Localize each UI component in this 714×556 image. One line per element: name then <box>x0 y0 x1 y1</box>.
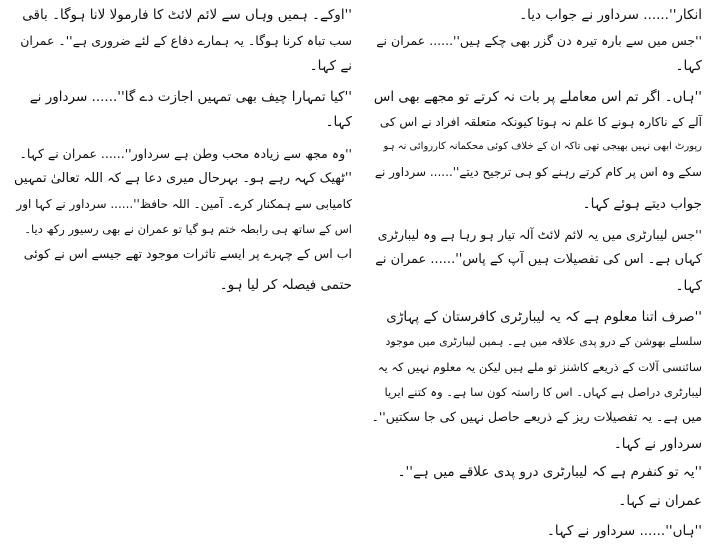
right-line-19: عمران نے کہا۔ <box>618 493 702 509</box>
left-line-9: اس کے ساتھ ہی رابطہ ختم ہو گیا تو عمران نے بھی رسیور رکھ دیا۔ <box>24 222 352 236</box>
left-line-10: اب اس کے چہرے پر ایسے تاثرات موجود تھے جیسے اس نے کوئی <box>23 246 352 261</box>
left-line-7: ''ٹھیک کہہ رہے ہو۔ بہرحال میری دعا ہے کہ اللہ تعالیٰ تمہیں <box>14 171 352 186</box>
right-line-11: کہا۔ <box>675 278 702 294</box>
right-line-4: ''ہاں۔ اگر تم اس معاملے پر بات نہ کرتے تو مجھے بھی اس <box>373 89 702 105</box>
left-line-11: حتمی فیصلہ کر لیا ہو۔ <box>219 277 352 293</box>
right-line-20: ''ہاں''...... سرداور نے کہا۔ <box>547 523 702 539</box>
right-line-14: سائنسی آلات کے ذریعے کاشنز تو ملے ہیں لیکن یہ معلوم نہیں کہ یہ <box>377 360 702 374</box>
right-line-9: ''جس لیبارٹری میں یہ لائم لائٹ آلہ تیار ہو رہا ہے وہ لیبارٹری <box>377 227 702 242</box>
right-line-12: ''صرف اتنا معلوم ہے کہ یہ لیبارٹری کافرستان کے پہاڑی <box>386 309 702 325</box>
left-line-4: ''کیا تمہارا چیف بھی تمہیں اجازت دے گا''...... سرداور نے <box>29 89 352 105</box>
left-line-1: ''اوکے۔ ہمیں وہاں سے لائم لائٹ کا فارمولا لانا ہوگا۔ باقی <box>22 7 352 23</box>
right-line-1: انکار''...... سرداور نے جواب دیا۔ <box>519 7 702 23</box>
right-line-15: لیبارٹری دراصل ہے کہاں۔ اس کا راستہ کون سا ہے۔ وہ کتنے ایریا <box>384 385 702 399</box>
right-line-7: سکے وہ اس پر کام کرتے رہنے کو ہی ترجیح دیتے''...... سرداور نے <box>374 165 702 179</box>
left-text-column <box>12 0 352 556</box>
left-line-8: کامیابی سے ہمکنار کرے۔ آمین۔ اللہ حافظ''...... سرداور نے کہا اور <box>16 197 352 211</box>
right-line-3: کہا۔ <box>675 58 702 74</box>
right-line-10: کہاں ہے۔ اس کی تفصیلات ہیں آپ کے پاس''...... عمران نے <box>375 252 702 267</box>
right-line-13: سلسلے بھوشن کے درو پدی علاقہ میں ہے۔ ہمیں لیبارٹری میں موجود <box>385 335 702 348</box>
left-line-3: نے کہا۔ <box>309 58 352 74</box>
left-line-2: سب تباہ کرنا ہوگا۔ یہ ہمارے دفاع کے لئے ضروری ہے''۔ عمران <box>20 33 352 48</box>
right-line-8: جواب دیتے ہوئے کہا۔ <box>582 196 702 212</box>
left-line-6: ''وہ مجھ سے زیادہ محب وطن ہے سرداور''...... عمران نے کہا۔ <box>19 146 352 161</box>
right-line-18: ''یہ تو کنفرم ہے کہ لیبارٹری درو پدی علاقے میں ہے''۔ <box>397 464 702 480</box>
right-text-column <box>372 0 702 556</box>
left-line-5: کہا۔ <box>325 114 352 130</box>
right-line-16: میں ہے۔ یہ تفصیلات ریز کے ذریعے حاصل نہیں کی جا سکتیں''۔ <box>371 409 702 424</box>
right-line-6: رپورٹ ابھی نہیں بھیجی تھی تاکہ ان کے خلاف کوئی محکمانہ کارروائی نہ ہو <box>383 141 702 152</box>
right-line-5: آلے کے ناکارہ ہونے کا علم نہ ہوتا کیونکہ متعلقہ افراد نے اس کی <box>379 115 702 129</box>
right-line-2: ''جس میں سے بارہ تیرہ دن گزر بھی چکے ہیں''...... عمران نے <box>376 33 702 48</box>
right-line-17: سرداور نے کہا۔ <box>613 436 702 452</box>
